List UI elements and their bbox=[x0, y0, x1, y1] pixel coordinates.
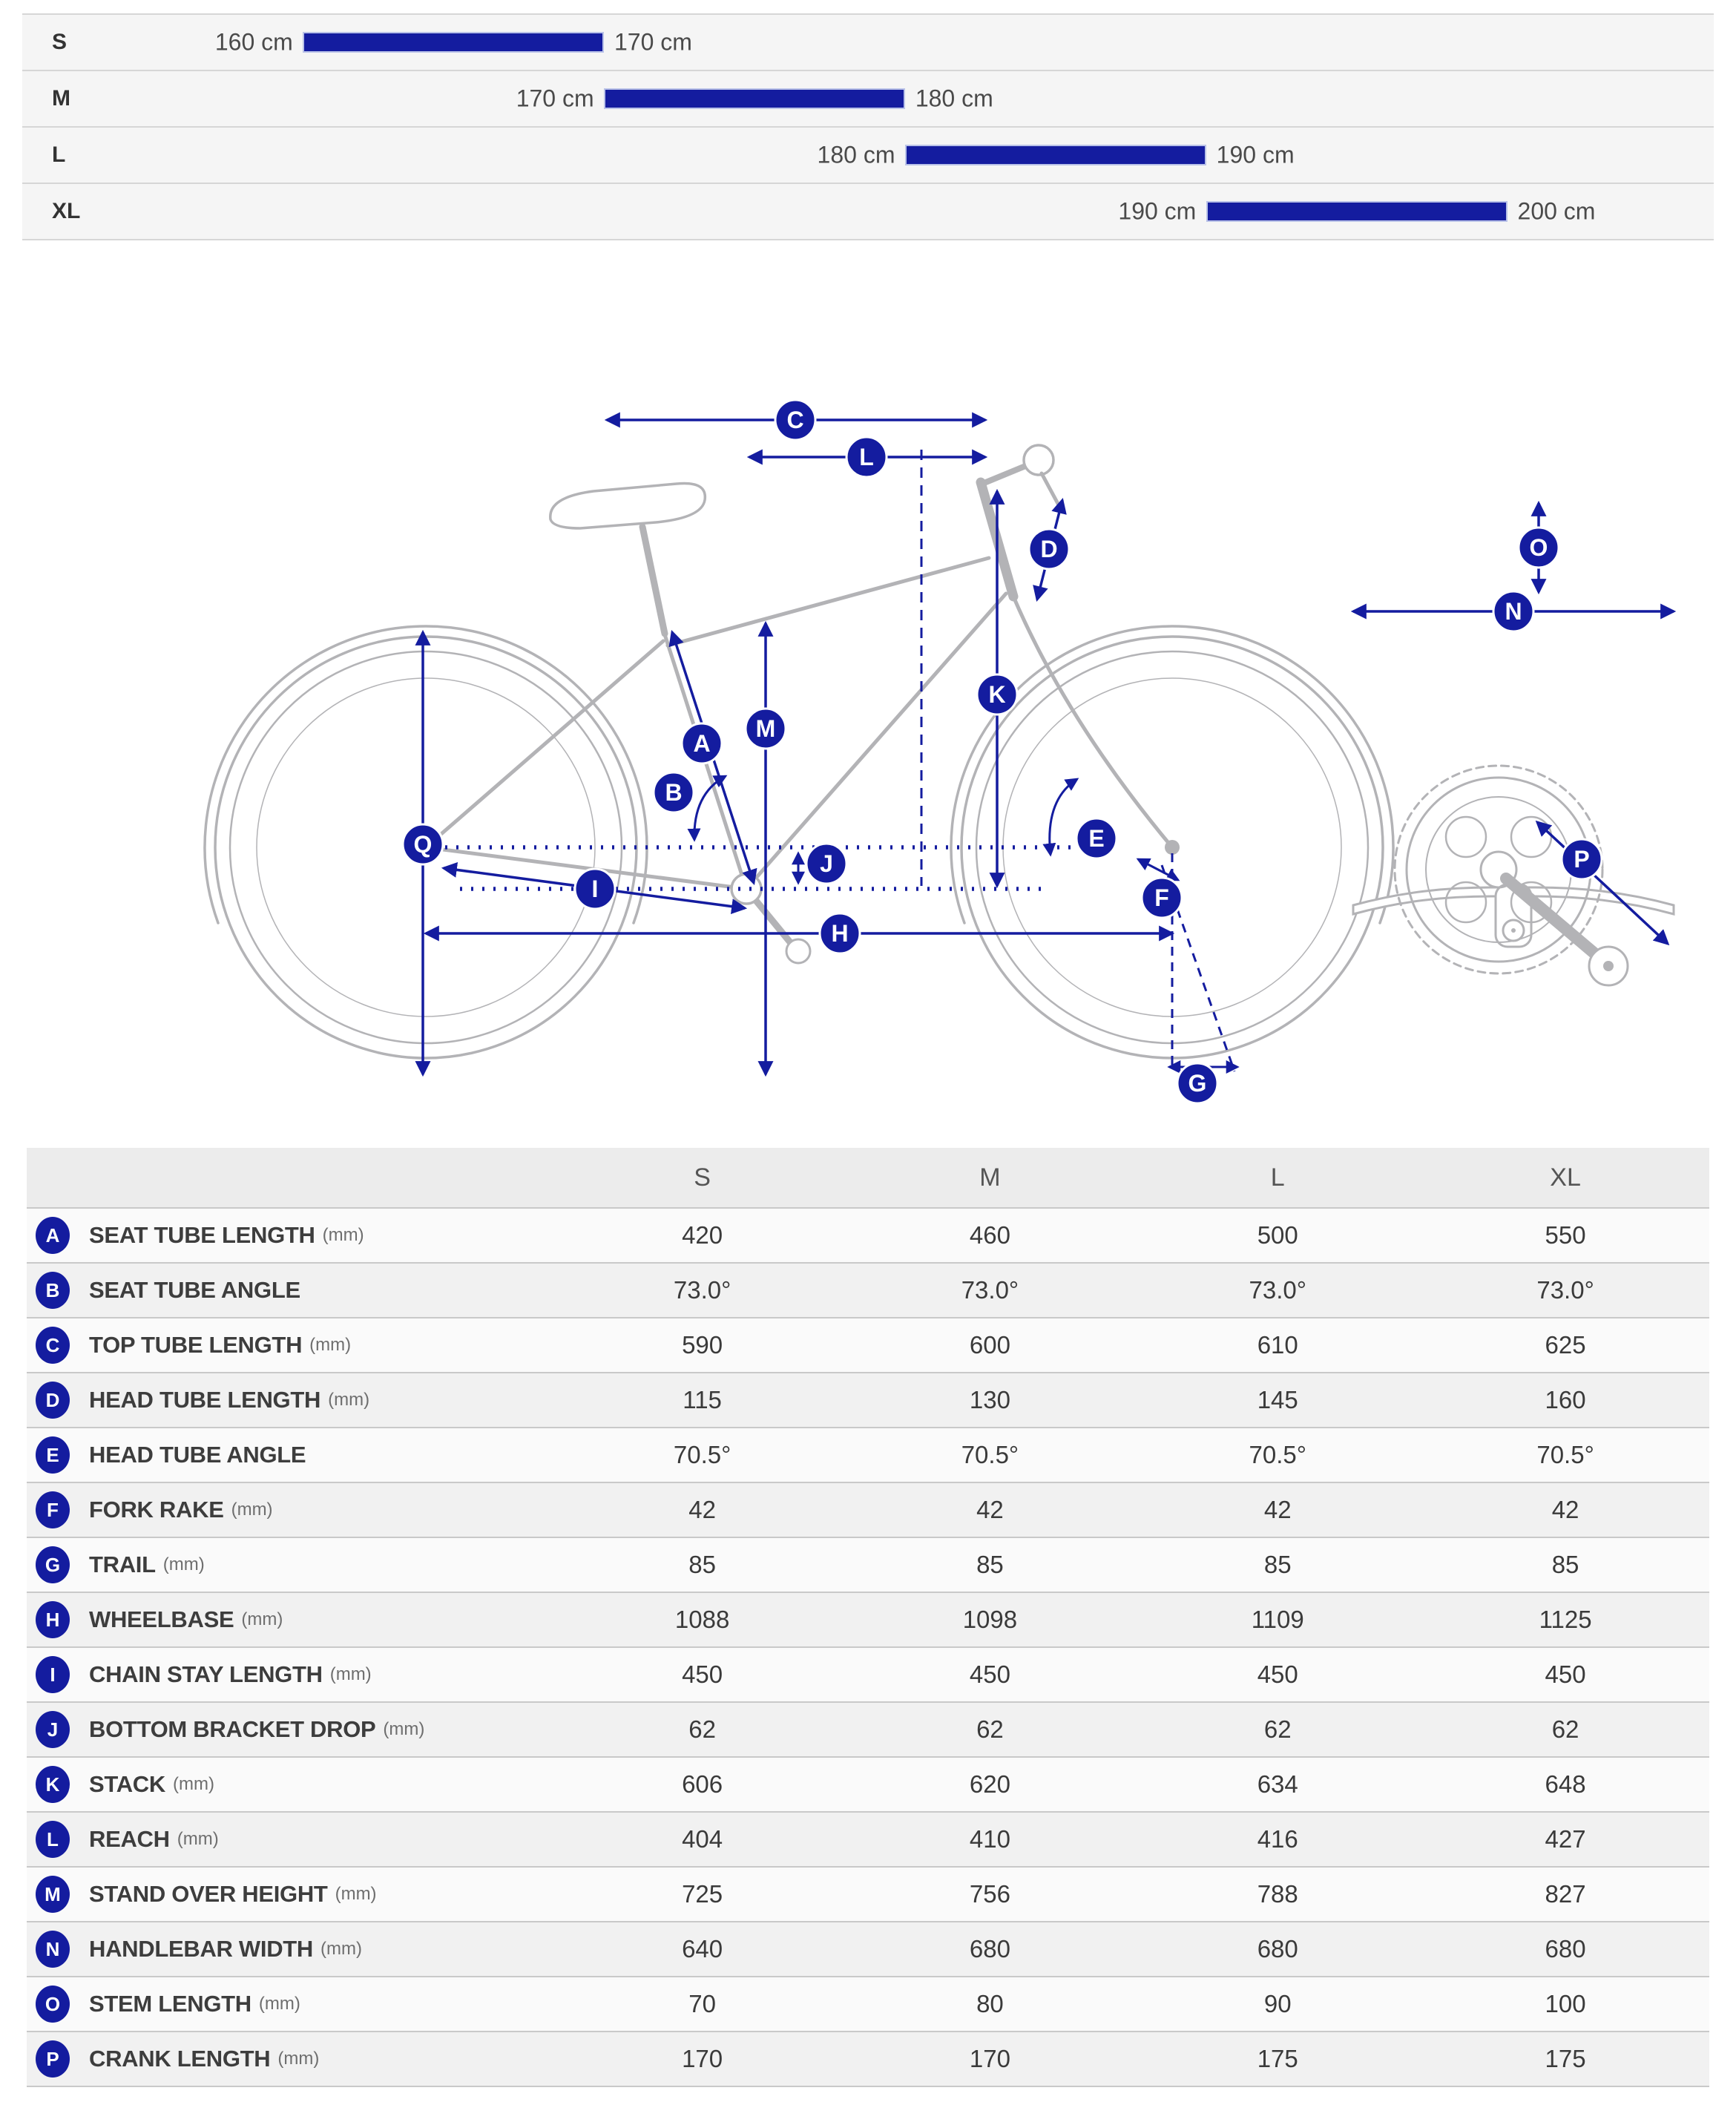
row-label: REACH bbox=[89, 1826, 170, 1852]
table-row-n bbox=[27, 1922, 1709, 1977]
value-g-l: 85 bbox=[1263, 1551, 1292, 1578]
size-label: S bbox=[52, 30, 68, 54]
value-f-l: 42 bbox=[1263, 1496, 1292, 1523]
min-height-label: 190 cm bbox=[1118, 197, 1197, 225]
value-e-l: 70.5° bbox=[1249, 1441, 1306, 1468]
row-label-cell bbox=[27, 1428, 559, 1482]
row-unit: (mm) bbox=[258, 1994, 300, 2014]
row-label-cell bbox=[27, 1702, 559, 1757]
column-header-l: L bbox=[1134, 1148, 1421, 1208]
table-row-c bbox=[27, 1318, 1709, 1373]
row-letter-badge: O bbox=[36, 1986, 70, 2023]
row-letter-badge: B bbox=[36, 1272, 70, 1309]
value-l-m: 410 bbox=[969, 1825, 1010, 1853]
row-unit: (mm) bbox=[335, 1884, 377, 1904]
value-b-l: 73.0° bbox=[1249, 1276, 1306, 1304]
row-unit: (mm) bbox=[241, 1609, 283, 1629]
row-unit: (mm) bbox=[383, 1719, 425, 1739]
size-row-s bbox=[22, 13, 1714, 70]
value-b-m: 73.0° bbox=[961, 1276, 1019, 1304]
row-label-cell bbox=[27, 1482, 559, 1537]
value-h-m: 1098 bbox=[962, 1606, 1018, 1633]
row-letter-badge: A bbox=[36, 1217, 70, 1254]
row-label-cell bbox=[27, 1757, 559, 1812]
table-row-i bbox=[27, 1647, 1709, 1702]
value-g-m: 85 bbox=[976, 1551, 1004, 1578]
row-label-cell bbox=[27, 1647, 559, 1702]
dimension-badge-letter: B bbox=[665, 779, 683, 806]
height-range-bar bbox=[303, 32, 604, 53]
row-label-cell bbox=[27, 1208, 559, 1263]
column-header-s: S bbox=[559, 1148, 846, 1208]
row-letter-badge: F bbox=[36, 1491, 70, 1528]
row-letter-badge: J bbox=[36, 1711, 70, 1748]
column-header-m: M bbox=[846, 1148, 1134, 1208]
max-height-label: 200 cm bbox=[1517, 197, 1596, 225]
value-j-xl: 62 bbox=[1551, 1715, 1579, 1743]
value-c-s: 590 bbox=[682, 1331, 723, 1359]
value-h-l: 1109 bbox=[1251, 1606, 1304, 1633]
row-letter-badge: N bbox=[36, 1931, 70, 1968]
value-c-l: 610 bbox=[1257, 1331, 1298, 1359]
row-unit: (mm) bbox=[162, 1554, 205, 1574]
value-m-m: 756 bbox=[969, 1880, 1010, 1908]
row-label: HANDLEBAR WIDTH bbox=[89, 1936, 314, 1962]
row-label-cell bbox=[27, 1592, 559, 1647]
row-letter-badge: E bbox=[36, 1436, 70, 1474]
dimension-badge-letter: C bbox=[786, 407, 804, 433]
value-k-xl: 648 bbox=[1545, 1770, 1586, 1798]
row-unit: (mm) bbox=[172, 1774, 214, 1794]
value-d-xl: 160 bbox=[1545, 1386, 1586, 1413]
value-p-m: 170 bbox=[969, 2045, 1010, 2072]
value-m-xl: 827 bbox=[1545, 1880, 1586, 1908]
value-k-m: 620 bbox=[969, 1770, 1010, 1798]
value-j-m: 62 bbox=[976, 1715, 1004, 1743]
value-o-l: 90 bbox=[1263, 1990, 1292, 2017]
header-row bbox=[27, 1148, 1709, 1208]
row-label: TOP TUBE LENGTH bbox=[89, 1332, 303, 1358]
dimension-badge-letter: M bbox=[755, 715, 776, 742]
table-row-d bbox=[27, 1373, 1709, 1428]
value-l-s: 404 bbox=[682, 1825, 723, 1853]
dimension-badge-letter: G bbox=[1188, 1070, 1207, 1097]
dimension-badge-letter: P bbox=[1574, 846, 1590, 873]
geometry-table-header bbox=[27, 1148, 1709, 1208]
value-o-s: 70 bbox=[688, 1990, 716, 2017]
table-row-o bbox=[27, 1977, 1709, 2032]
value-i-l: 450 bbox=[1257, 1661, 1298, 1688]
geometry-diagram-section bbox=[0, 372, 1736, 1129]
value-a-l: 500 bbox=[1257, 1221, 1298, 1249]
row-label-cell bbox=[27, 1537, 559, 1592]
value-m-s: 725 bbox=[682, 1880, 723, 1908]
value-m-l: 788 bbox=[1257, 1880, 1298, 1908]
value-l-l: 416 bbox=[1257, 1825, 1298, 1853]
dimension-badge-letter: E bbox=[1088, 825, 1105, 852]
value-o-m: 80 bbox=[976, 1990, 1004, 2017]
value-i-xl: 450 bbox=[1545, 1661, 1586, 1688]
rider-height-size-chart bbox=[22, 13, 1714, 240]
row-unit: (mm) bbox=[277, 2049, 320, 2069]
row-unit: (mm) bbox=[329, 1664, 372, 1684]
row-letter-badge: K bbox=[36, 1766, 70, 1803]
dimension-badge-letter: K bbox=[988, 681, 1006, 708]
row-letter-badge: H bbox=[36, 1601, 70, 1638]
height-range-bar bbox=[604, 88, 905, 109]
max-height-label: 190 cm bbox=[1216, 141, 1295, 168]
row-label: STAND OVER HEIGHT bbox=[89, 1881, 328, 1907]
size-label: M bbox=[52, 86, 70, 111]
value-n-m: 680 bbox=[969, 1935, 1010, 1963]
dimension-badge-letter: J bbox=[820, 850, 833, 877]
size-row-m bbox=[22, 70, 1714, 126]
value-b-s: 73.0° bbox=[673, 1276, 731, 1304]
row-label-cell bbox=[27, 1867, 559, 1922]
table-row-h bbox=[27, 1592, 1709, 1647]
min-height-label: 180 cm bbox=[817, 141, 895, 168]
value-h-s: 1088 bbox=[674, 1606, 730, 1633]
row-letter-badge: L bbox=[36, 1821, 70, 1858]
value-c-xl: 625 bbox=[1545, 1331, 1586, 1359]
size-row-l bbox=[22, 126, 1714, 183]
row-letter-badge: C bbox=[36, 1327, 70, 1364]
size-label: XL bbox=[52, 199, 81, 223]
value-f-m: 42 bbox=[976, 1496, 1004, 1523]
value-n-l: 680 bbox=[1257, 1935, 1298, 1963]
header-spacer-cell bbox=[27, 1148, 559, 1208]
row-unit: (mm) bbox=[231, 1500, 273, 1520]
value-k-s: 606 bbox=[682, 1770, 723, 1798]
table-row-l bbox=[27, 1812, 1709, 1867]
value-e-s: 70.5° bbox=[673, 1441, 731, 1468]
value-f-s: 42 bbox=[688, 1496, 716, 1523]
value-j-s: 62 bbox=[688, 1715, 716, 1743]
row-label: STACK bbox=[89, 1771, 165, 1797]
table-row-j bbox=[27, 1702, 1709, 1757]
value-f-xl: 42 bbox=[1551, 1496, 1579, 1523]
dimension-badge-letter: I bbox=[591, 876, 599, 902]
dimension-badge-letter: A bbox=[693, 730, 711, 757]
geometry-table-section bbox=[27, 1148, 1709, 2087]
row-unit: (mm) bbox=[309, 1335, 352, 1355]
value-a-m: 460 bbox=[969, 1221, 1010, 1249]
geometry-diagram bbox=[0, 372, 1736, 1129]
bike-geometry-page bbox=[0, 13, 1736, 2087]
row-letter-badge: G bbox=[36, 1546, 70, 1583]
row-unit: (mm) bbox=[320, 1939, 362, 1959]
row-label: BOTTOM BRACKET DROP bbox=[89, 1716, 376, 1742]
max-height-label: 180 cm bbox=[915, 85, 993, 112]
row-letter-badge: M bbox=[36, 1876, 70, 1913]
table-row-g bbox=[27, 1537, 1709, 1592]
value-p-xl: 175 bbox=[1545, 2045, 1586, 2072]
value-a-s: 420 bbox=[682, 1221, 723, 1249]
row-letter-badge: I bbox=[36, 1656, 70, 1693]
value-n-xl: 680 bbox=[1545, 1935, 1586, 1963]
value-d-l: 145 bbox=[1257, 1386, 1298, 1413]
value-k-l: 634 bbox=[1257, 1770, 1298, 1798]
value-j-l: 62 bbox=[1263, 1715, 1292, 1743]
table-row-a bbox=[27, 1208, 1709, 1263]
value-o-xl: 100 bbox=[1545, 1990, 1586, 2017]
value-e-m: 70.5° bbox=[961, 1441, 1019, 1468]
geometry-table bbox=[27, 1148, 1709, 2087]
value-l-xl: 427 bbox=[1545, 1825, 1586, 1853]
row-label: CHAIN STAY LENGTH bbox=[89, 1661, 323, 1687]
row-label-cell bbox=[27, 1977, 559, 2032]
row-label-cell bbox=[27, 2032, 559, 2086]
height-range-bar bbox=[1206, 201, 1508, 222]
row-unit: (mm) bbox=[328, 1390, 370, 1410]
table-row-e bbox=[27, 1428, 1709, 1482]
row-letter-badge: D bbox=[36, 1382, 70, 1419]
row-label: STEM LENGTH bbox=[89, 1991, 251, 2017]
table-row-k bbox=[27, 1757, 1709, 1812]
dimension-badge-letter: Q bbox=[413, 831, 433, 858]
dimension-badge-letter: L bbox=[859, 444, 874, 470]
value-i-m: 450 bbox=[969, 1661, 1010, 1688]
table-row-p bbox=[27, 2032, 1709, 2086]
row-label-cell bbox=[27, 1318, 559, 1373]
row-label: WHEELBASE bbox=[89, 1606, 234, 1632]
dimension-badge-letter: D bbox=[1040, 536, 1058, 562]
value-g-xl: 85 bbox=[1551, 1551, 1579, 1578]
value-h-xl: 1125 bbox=[1539, 1606, 1592, 1633]
size-row-xl bbox=[22, 183, 1714, 240]
size-label: L bbox=[52, 142, 66, 167]
row-label: HEAD TUBE LENGTH bbox=[89, 1387, 321, 1413]
dimension-badge-letter: O bbox=[1529, 534, 1548, 561]
row-label-cell bbox=[27, 1922, 559, 1977]
value-n-s: 640 bbox=[682, 1935, 723, 1963]
dimension-badge-letter: N bbox=[1505, 598, 1522, 625]
row-letter-badge: P bbox=[36, 2040, 70, 2078]
row-label-cell bbox=[27, 1263, 559, 1318]
row-label: CRANK LENGTH bbox=[89, 2046, 271, 2072]
table-row-b bbox=[27, 1263, 1709, 1318]
min-height-label: 170 cm bbox=[516, 85, 594, 112]
value-e-xl: 70.5° bbox=[1536, 1441, 1594, 1468]
row-label: TRAIL bbox=[89, 1551, 156, 1577]
geometry-table-body bbox=[27, 1208, 1709, 2086]
value-g-s: 85 bbox=[688, 1551, 716, 1578]
row-label: SEAT TUBE ANGLE bbox=[89, 1277, 300, 1303]
row-label-cell bbox=[27, 1812, 559, 1867]
table-row-m bbox=[27, 1867, 1709, 1922]
value-p-s: 170 bbox=[682, 2045, 723, 2072]
row-label: HEAD TUBE ANGLE bbox=[89, 1442, 306, 1468]
row-label: SEAT TUBE LENGTH bbox=[89, 1222, 315, 1248]
table-row-f bbox=[27, 1482, 1709, 1537]
row-label: FORK RAKE bbox=[89, 1497, 224, 1523]
dimension-badge-letter: H bbox=[831, 920, 849, 947]
value-i-s: 450 bbox=[682, 1661, 723, 1688]
bike-line-art bbox=[205, 445, 1393, 1058]
dimension-badge-letter: F bbox=[1154, 884, 1169, 911]
value-d-s: 115 bbox=[683, 1386, 722, 1413]
value-a-xl: 550 bbox=[1545, 1221, 1586, 1249]
column-header-xl: XL bbox=[1421, 1148, 1709, 1208]
value-d-m: 130 bbox=[969, 1386, 1010, 1413]
row-unit: (mm) bbox=[322, 1225, 364, 1245]
row-label-cell bbox=[27, 1373, 559, 1428]
height-range-bar bbox=[905, 145, 1206, 165]
row-unit: (mm) bbox=[177, 1829, 219, 1849]
value-b-xl: 73.0° bbox=[1536, 1276, 1594, 1304]
value-p-l: 175 bbox=[1257, 2045, 1298, 2072]
max-height-label: 170 cm bbox=[614, 28, 692, 56]
min-height-label: 160 cm bbox=[214, 28, 293, 56]
value-c-m: 600 bbox=[969, 1331, 1010, 1359]
